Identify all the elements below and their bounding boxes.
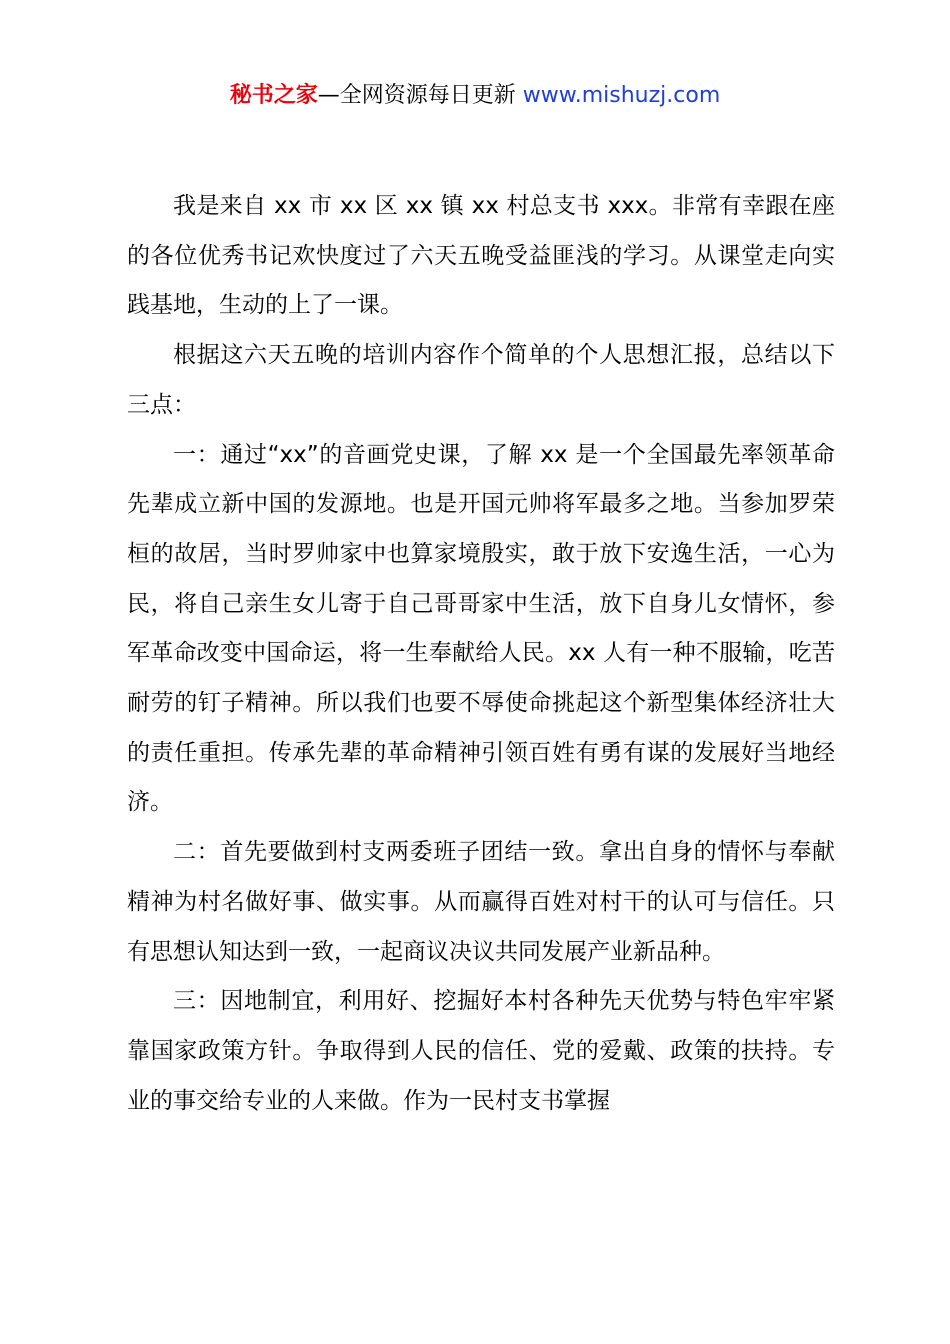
paragraph-point-three: 三：因地制宜，利用好、挖掘好本村各种先天优势与特色牢牢紧靠国家政策方针。争取得到人民的信任、党的爱戴、政策的扶持。专业的事交给专业的人来做。作为一民村支书掌握 (127, 988, 835, 1114)
page-header (0, 80, 950, 112)
document-body (127, 182, 835, 1126)
header-url-link[interactable]: www.mishuzj.com (522, 83, 721, 108)
paragraph-summary: 根据这六天五晚的培训内容作个简单的个人思想汇报，总结以下三点： (127, 342, 835, 418)
paragraph-point-two: 二：首先要做到村支两委班子团结一致。拿出自身的情怀与奉献精神为村名做好事、做实事。从而赢得百姓对村干的认可与信任。只有思想认知达到一致，一起商议决议共同发展产业新品种。 (127, 839, 835, 965)
header-brand: 秘书之家 (229, 83, 318, 108)
paragraph-intro: 我是来自 xx 市 xx 区 xx 镇 xx 村总支书 xxx。非常有幸跟在座的各位优秀书记欢快度过了六天五晚受益匪浅的学习。从课堂走向实践基地，生动的上了一课。 (127, 193, 835, 319)
header-tagline: —全网资源每日更新 (317, 83, 516, 108)
paragraph-point-one: 一：通过“xx”的音画党史课，了解 xx 是一个全国最先率领革命先辈成立新中国的发源地。也是开国元帅将军最多之地。当参加罗荣桓的故居，当时罗帅家中也算家境殷实，敢于放下安逸生活，一心为民，将自己亲生女儿寄于自己哥哥家中生活，放下自身儿女情怀，参军革命改变中国命运，将一生奉献给人民。xx 人有一种不服输，吃苦耐劳的钉子精神。所以我们也要不辱使命挑起这个新型集体经济壮大的责任重担。传承先辈的革命精神引领百姓有勇有谋的发展好当地经济。 (127, 441, 835, 816)
